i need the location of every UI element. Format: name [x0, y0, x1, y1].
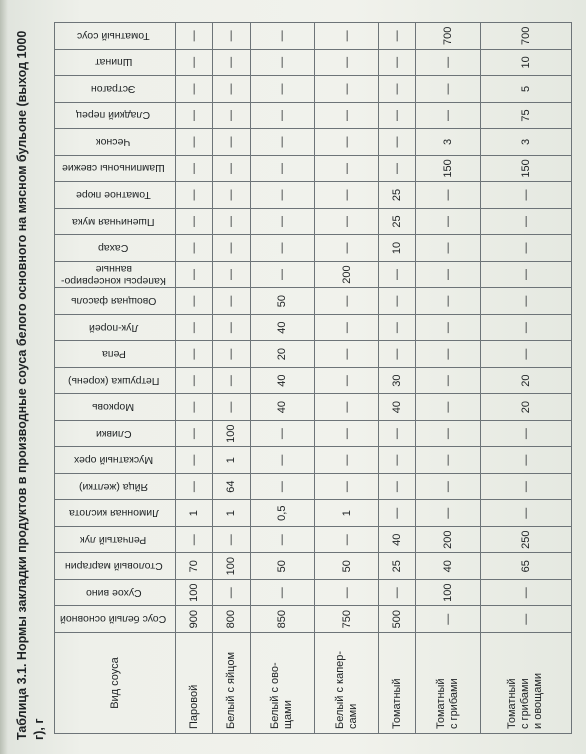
table-cell: — [250, 447, 314, 474]
table-cell: — [379, 76, 416, 103]
table-cell: — [416, 420, 480, 447]
table-cell: — [379, 23, 416, 50]
column-header [55, 314, 176, 341]
table-cell: — [250, 23, 314, 50]
table-cell: — [314, 155, 378, 182]
table-cell: — [416, 500, 480, 527]
column-header [55, 606, 176, 633]
column-header [55, 420, 176, 447]
table-cell: — [416, 182, 480, 209]
column-header-label: Чеснок [96, 135, 131, 148]
table-cell: 150 [416, 155, 480, 182]
column-header [55, 23, 176, 50]
table-cell: 100 [213, 553, 250, 580]
table-cell: — [379, 102, 416, 129]
table-title: Нормы закладки продуктов в производные соуса белого основного на мясном бульоне (выход 1000 г), г [15, 30, 46, 740]
table-cell: — [416, 314, 480, 341]
table-cell: — [176, 341, 213, 368]
table-cell: 40 [250, 394, 314, 421]
table-cell: — [314, 367, 378, 394]
row-header: Паровой [176, 633, 213, 734]
table-cell: — [176, 208, 213, 235]
column-header [55, 553, 176, 580]
table-cell: — [176, 420, 213, 447]
table-cell: — [416, 49, 480, 76]
table-cell: 20 [480, 367, 571, 394]
column-header-label: Пшеничная мука [72, 215, 155, 228]
table-cell: — [250, 49, 314, 76]
table-cell: — [314, 23, 378, 50]
table-cell: — [379, 500, 416, 527]
table-cell: — [314, 420, 378, 447]
column-header [55, 526, 176, 553]
table-header-row [55, 23, 176, 734]
table-cell: — [176, 526, 213, 553]
table-cell: — [379, 473, 416, 500]
column-header-label: Мускатный орех [73, 454, 154, 467]
table-cell: — [176, 23, 213, 50]
table-cell: — [314, 579, 378, 606]
table-cell: 40 [250, 314, 314, 341]
table-cell: 3 [416, 129, 480, 156]
column-header [55, 367, 176, 394]
table-cell: 700 [416, 23, 480, 50]
row-header: Белый с капер- сами [314, 633, 378, 734]
column-header [55, 76, 176, 103]
table-cell: — [213, 155, 250, 182]
table-cell: — [480, 473, 571, 500]
table-cell: 70 [176, 553, 213, 580]
table-cell: — [250, 102, 314, 129]
table-cell: — [176, 155, 213, 182]
table-cell: — [176, 367, 213, 394]
table-cell: — [480, 579, 571, 606]
table-cell: 20 [250, 341, 314, 368]
table-cell: — [176, 473, 213, 500]
table-cell: — [213, 23, 250, 50]
table-cell: — [213, 76, 250, 103]
column-header [55, 261, 176, 288]
table-cell: — [480, 606, 571, 633]
table-cell: 40 [379, 394, 416, 421]
column-header-label: Соус белый основной [60, 613, 167, 626]
column-header-label: Репчатый лук [80, 533, 147, 546]
table-cell: 50 [250, 288, 314, 315]
table-cell: 30 [379, 367, 416, 394]
table-cell: 10 [379, 235, 416, 262]
table-cell: 1 [314, 500, 378, 527]
table-cell: — [213, 182, 250, 209]
table-cell: — [416, 367, 480, 394]
table-row [480, 23, 571, 734]
table-cell: 40 [416, 553, 480, 580]
row-header: Томатный с грибами [416, 633, 480, 734]
table-cell: — [213, 235, 250, 262]
column-header [55, 341, 176, 368]
column-header-label: Шампиньоны свежие [62, 162, 165, 175]
table-cell: — [213, 102, 250, 129]
column-header-label: Лук-порей [88, 321, 139, 334]
table-cell: — [416, 606, 480, 633]
column-header [55, 473, 176, 500]
column-header-label: Шпинат [94, 56, 133, 69]
table-cell: 100 [213, 420, 250, 447]
table-number: Таблица 3.1. [15, 663, 29, 740]
table-cell: 40 [250, 367, 314, 394]
column-header-label: Сахар [98, 242, 129, 255]
table-cell: — [416, 102, 480, 129]
table-cell: 25 [379, 208, 416, 235]
table-cell: 100 [176, 579, 213, 606]
column-header [55, 208, 176, 235]
table-cell: 150 [480, 155, 571, 182]
table-cell: — [314, 182, 378, 209]
table-cell: — [213, 394, 250, 421]
table-cell: — [379, 341, 416, 368]
table-cell: — [250, 208, 314, 235]
column-header [55, 579, 176, 606]
table-cell: — [314, 473, 378, 500]
table-cell: — [250, 182, 314, 209]
table-cell: — [250, 129, 314, 156]
table-cell: — [480, 447, 571, 474]
table-cell: 800 [213, 606, 250, 633]
table-cell: — [176, 261, 213, 288]
table-cell: — [480, 261, 571, 288]
column-header-label: Сливки [95, 427, 132, 440]
column-header-label: Яйца (желтки) [78, 480, 149, 493]
table-cell: — [213, 341, 250, 368]
table-cell: 3 [480, 129, 571, 156]
table-cell: 700 [480, 23, 571, 50]
table-cell: — [480, 235, 571, 262]
table-cell: 1 [213, 447, 250, 474]
table-cell: — [416, 288, 480, 315]
table-cell: 65 [480, 553, 571, 580]
row-header: Белый с яйцом [213, 633, 250, 734]
table-cell: — [176, 102, 213, 129]
table-cell: — [314, 49, 378, 76]
column-header [55, 235, 176, 262]
table-cell: — [213, 208, 250, 235]
table-cell: — [213, 49, 250, 76]
table-cell: 25 [379, 182, 416, 209]
table-cell: — [480, 288, 571, 315]
table-cell: 100 [416, 579, 480, 606]
table-cell: — [379, 155, 416, 182]
table-cell: — [480, 500, 571, 527]
table-cell: — [379, 314, 416, 341]
table-cell: 200 [314, 261, 378, 288]
table-cell: — [379, 129, 416, 156]
table-cell: 25 [379, 553, 416, 580]
table-cell: — [213, 526, 250, 553]
table-cell: — [379, 579, 416, 606]
column-header-label: Эстрагон [91, 82, 136, 95]
column-header-label: Сладкий перец [76, 109, 151, 122]
table-cell: — [314, 102, 378, 129]
table-cell: — [314, 129, 378, 156]
table-cell: — [176, 394, 213, 421]
table-cell: 1 [176, 500, 213, 527]
table-cell: — [213, 129, 250, 156]
row-header: Томатный [379, 633, 416, 734]
column-header-label: Томатный соус [77, 29, 150, 42]
table-cell: — [250, 420, 314, 447]
table-row [314, 23, 378, 734]
table-cell: — [250, 235, 314, 262]
table-cell: — [379, 261, 416, 288]
table-cell: 850 [250, 606, 314, 633]
table-cell: 5 [480, 76, 571, 103]
table-cell: — [176, 314, 213, 341]
table-cell: 75 [480, 102, 571, 129]
column-header-label: Томатное пюре [76, 189, 151, 201]
column-header [55, 394, 176, 421]
table-cell: — [314, 526, 378, 553]
table-cell: — [416, 447, 480, 474]
table-cell: — [416, 473, 480, 500]
column-header-label: Репа [101, 348, 126, 361]
table-cell: — [416, 261, 480, 288]
table-cell: — [314, 76, 378, 103]
table-cell: 40 [379, 526, 416, 553]
table-row [416, 23, 480, 734]
column-header-label: Овощная фасоль [70, 295, 157, 308]
table-cell: 200 [416, 526, 480, 553]
column-header [55, 182, 176, 209]
table-cell: — [250, 579, 314, 606]
table-cell: — [176, 447, 213, 474]
column-header-label: Каперсы консервиро- ванные [61, 262, 166, 287]
table-cell: — [379, 288, 416, 315]
table-cell: 64 [213, 473, 250, 500]
table-cell: — [176, 49, 213, 76]
column-header [55, 288, 176, 315]
table-cell: 750 [314, 606, 378, 633]
row-header: Томатный с грибами и овощами [480, 633, 571, 734]
table-cell: — [416, 76, 480, 103]
table-cell: — [480, 341, 571, 368]
table-cell: — [314, 447, 378, 474]
table-cell: — [176, 235, 213, 262]
table-cell: — [480, 420, 571, 447]
table-cell: — [314, 394, 378, 421]
table-cell: — [176, 288, 213, 315]
column-header [55, 129, 176, 156]
table-row [250, 23, 314, 734]
column-header-label: Сухое вино [85, 586, 142, 599]
table-cell: 1 [213, 500, 250, 527]
table-cell: — [379, 447, 416, 474]
column-header [55, 49, 176, 76]
table-cell: 0,5 [250, 500, 314, 527]
table-cell: — [176, 129, 213, 156]
table-cell: — [379, 420, 416, 447]
table-cell: 10 [480, 49, 571, 76]
column-header-label: Петрушка (корень) [67, 374, 160, 387]
row-header: Белый с ово- щами [250, 633, 314, 734]
table-cell: — [416, 394, 480, 421]
table-cell: — [213, 367, 250, 394]
table-cell: — [416, 235, 480, 262]
column-header [55, 500, 176, 527]
corner-header: Вид соуса [55, 633, 176, 734]
table-cell: 50 [314, 553, 378, 580]
column-header [55, 447, 176, 474]
table-cell: — [314, 288, 378, 315]
table-cell: — [416, 341, 480, 368]
column-header-label: Морковь [92, 401, 135, 414]
table-row [176, 23, 213, 734]
column-header [55, 102, 176, 129]
column-header-label: Столовый маргарин [64, 560, 163, 573]
table-cell: — [213, 288, 250, 315]
table-cell: — [250, 473, 314, 500]
table-cell: — [176, 76, 213, 103]
table-row [213, 23, 250, 734]
table-caption [14, 20, 48, 740]
table-cell: — [213, 314, 250, 341]
table-cell: 900 [176, 606, 213, 633]
table-cell: — [314, 341, 378, 368]
table-cell: — [176, 182, 213, 209]
table-cell: 250 [480, 526, 571, 553]
column-header-label: Лимонная кислота [68, 507, 159, 520]
column-header [55, 155, 176, 182]
table-cell: 20 [480, 394, 571, 421]
table-row [379, 23, 416, 734]
table-body [176, 23, 572, 734]
table-cell: — [250, 76, 314, 103]
table-cell: — [480, 208, 571, 235]
table-cell: — [416, 208, 480, 235]
table-cell: — [250, 261, 314, 288]
table-cell: — [213, 579, 250, 606]
table-cell: — [250, 526, 314, 553]
table-cell: — [314, 208, 378, 235]
table-cell: — [314, 235, 378, 262]
table-cell: — [314, 314, 378, 341]
table-cell: — [480, 182, 571, 209]
table-cell: 50 [250, 553, 314, 580]
table-cell: — [250, 155, 314, 182]
table-cell: — [213, 261, 250, 288]
norms-table [54, 22, 572, 734]
table-cell: — [379, 49, 416, 76]
table-cell: — [480, 314, 571, 341]
table-cell: 500 [379, 606, 416, 633]
